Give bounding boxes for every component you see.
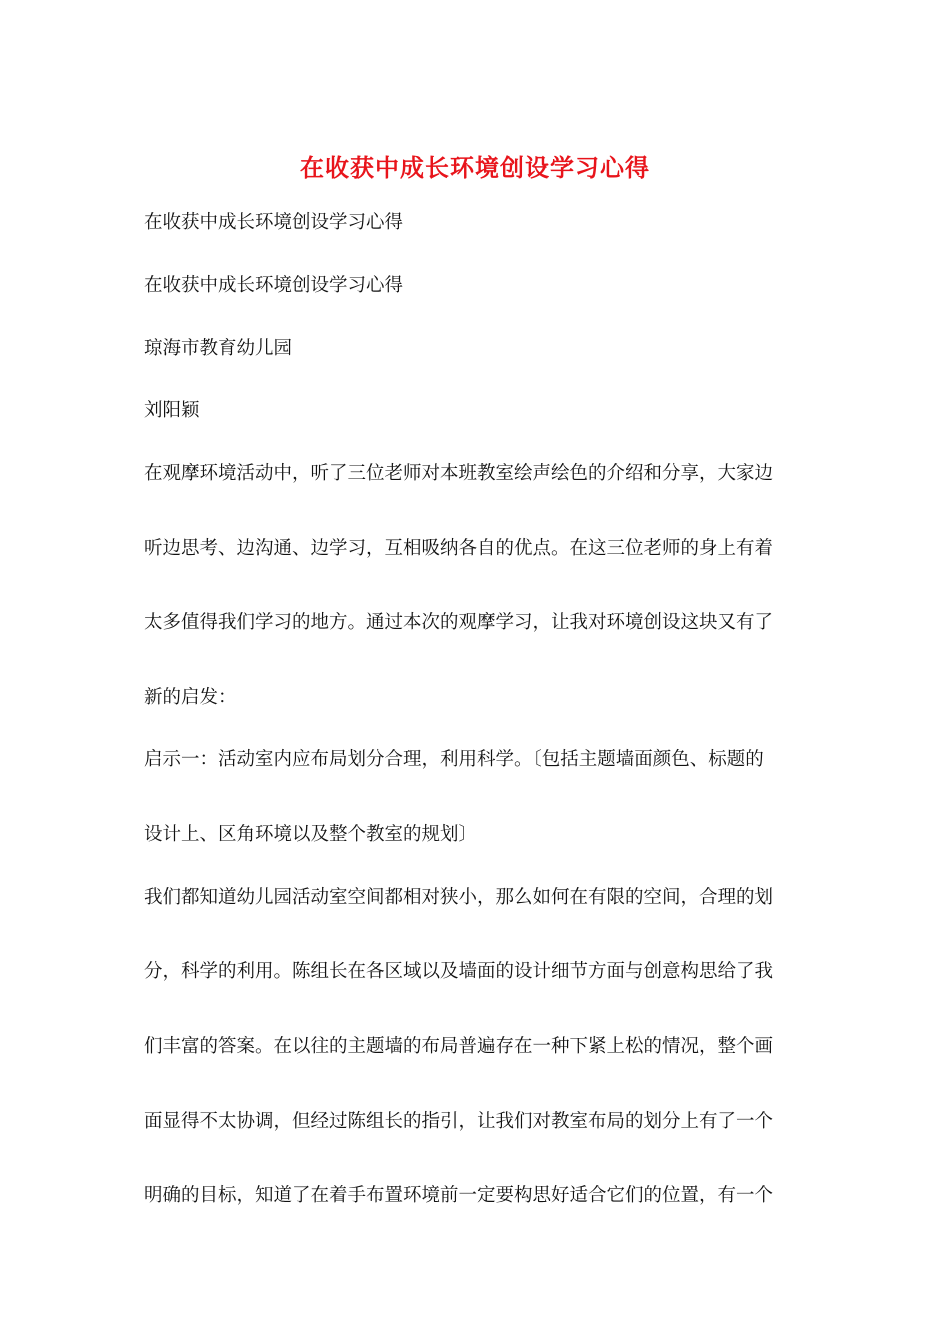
paragraph-line: 我们都知道幼儿园活动室空间都相对狭小，那么如何在有限的空间，合理的划: [144, 887, 774, 908]
author-name: 刘阳颖: [144, 400, 200, 421]
paragraph-line: 启示一：活动室内应布局划分合理，利用科学。〔包括主题墙面颜色、标题的: [144, 749, 764, 770]
paragraph-line: 太多值得我们学习的地方。通过本次的观摩学习，让我对环境创设这块又有了: [144, 612, 774, 633]
document-title: 在收获中成长环境创设学习心得: [300, 153, 650, 182]
paragraph-line: 们丰富的答案。在以往的主题墙的布局普遍存在一种下紧上松的情况，整个画: [144, 1036, 774, 1057]
paragraph-line: 在观摩环境活动中，听了三位老师对本班教室绘声绘色的介绍和分享，大家边: [144, 463, 774, 484]
paragraph-line: 明确的目标，知道了在着手布置环境前一定要构思好适合它们的位置，有一个: [144, 1185, 774, 1206]
subtitle-line-repeat: 在收获中成长环境创设学习心得: [144, 275, 404, 296]
paragraph-line: 听边思考、边沟通、边学习，互相吸纳各自的优点。在这三位老师的身上有着: [144, 538, 774, 559]
paragraph-line: 设计上、区角环境以及整个教室的规划〕: [144, 824, 478, 845]
subtitle-line: 在收获中成长环境创设学习心得: [144, 212, 404, 233]
paragraph-line: 分，科学的利用。陈组长在各区域以及墙面的设计细节方面与创意构思给了我: [144, 961, 774, 982]
author-organization: 琼海市教育幼儿园: [144, 338, 293, 359]
paragraph-line: 新的启发：: [144, 687, 237, 708]
paragraph-line: 面显得不太协调，但经过陈组长的指引，让我们对教室布局的划分上有了一个: [144, 1111, 774, 1132]
